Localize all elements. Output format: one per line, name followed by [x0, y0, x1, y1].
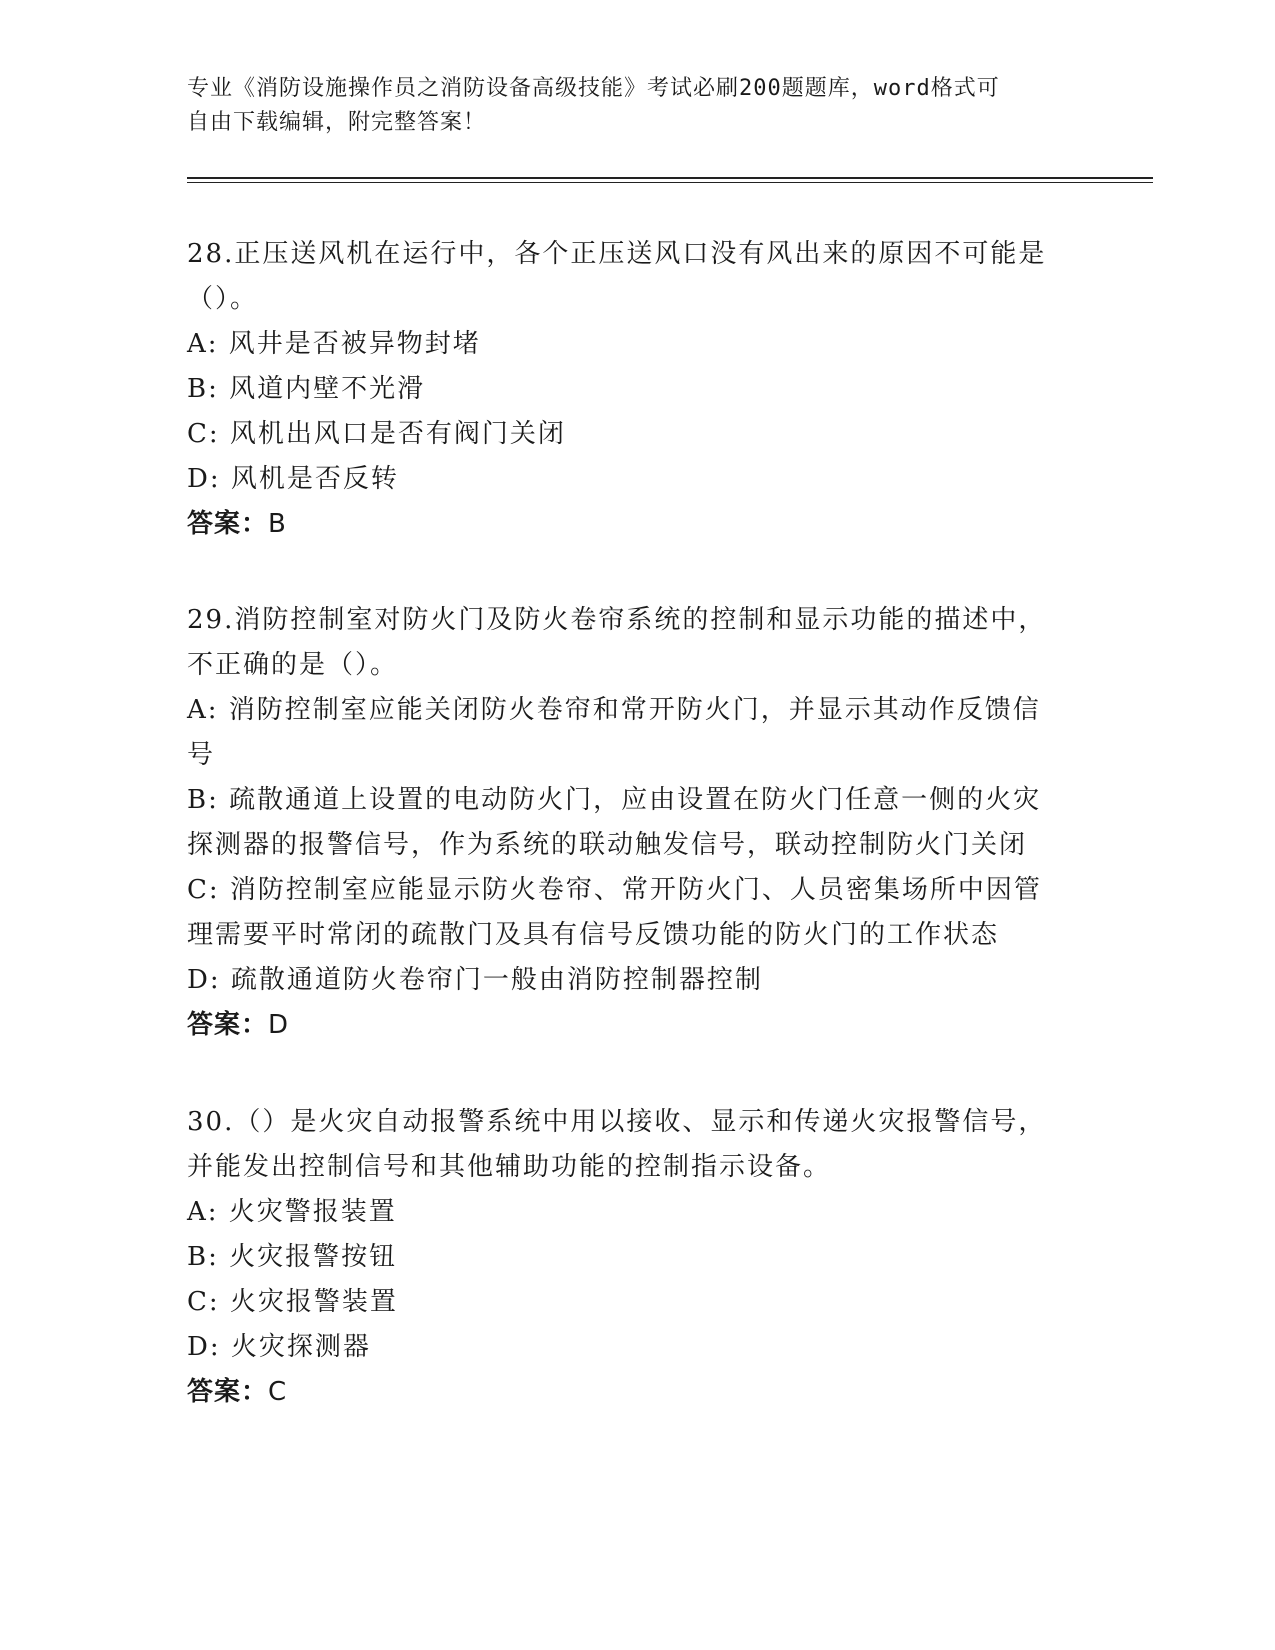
option-b: 探测器的报警信号，作为系统的联动触发信号，联动控制防火门关闭 [187, 830, 1028, 860]
answer-label: 答案： [187, 1010, 269, 1040]
header-line: 专业《消防设施操作员之消防设备高级技能》考试必刷200题题库，word格式可 [187, 76, 1000, 101]
header-line: 自由下载编辑，附完整答案！ [187, 110, 487, 135]
option-b: B: 风道内壁不光滑 [187, 374, 426, 404]
header-divider [187, 177, 1153, 179]
option-d: D: 疏散通道防火卷帘门一般由消防控制器控制 [187, 965, 763, 995]
option-b: B: 火灾报警按钮 [187, 1242, 398, 1272]
option-a: A: 火灾警报装置 [187, 1197, 397, 1227]
option-c: C: 风机出风口是否有阀门关闭 [187, 419, 566, 449]
answer-value: B [268, 509, 287, 539]
question-stem: 不正确的是（）。 [187, 650, 399, 680]
answer-label: 答案： [187, 509, 269, 539]
question-stem: 29.消防控制室对防火门及防火卷帘系统的控制和显示功能的描述中， [187, 605, 1047, 635]
option-a: A: 消防控制室应能关闭防火卷帘和常开防火门，并显示其动作反馈信 [187, 695, 1041, 725]
answer [187, 1370, 1077, 1415]
answer-label: 答案： [187, 1377, 269, 1407]
header-divider [187, 182, 1153, 183]
option-d: D: 风机是否反转 [187, 464, 399, 494]
question-28 [187, 232, 1077, 547]
option-c: C: 火灾报警装置 [187, 1287, 398, 1317]
option-c: 理需要平时常闭的疏散门及具有信号反馈功能的防火门的工作状态 [187, 920, 1000, 950]
option-b: B: 疏散通道上设置的电动防火门，应由设置在防火门任意一侧的火灾 [187, 785, 1042, 815]
option-d: D: 火灾探测器 [187, 1332, 371, 1362]
answer-value: D [268, 1010, 290, 1040]
question-29 [187, 598, 1077, 1048]
answer-value: C [268, 1377, 288, 1407]
answer [187, 1003, 1077, 1048]
question-stem: （）。 [187, 284, 259, 314]
question-stem: 28.正压送风机在运行中，各个正压送风口没有风出来的原因不可能是 [187, 239, 1047, 269]
question-stem: 30.（）是火灾自动报警系统中用以接收、显示和传递火灾报警信号， [187, 1107, 1047, 1137]
option-a: A: 风井是否被异物封堵 [187, 329, 481, 359]
document-header [187, 72, 1067, 140]
option-a: 号 [187, 740, 216, 770]
question-stem: 并能发出控制信号和其他辅助功能的控制指示设备。 [187, 1152, 832, 1182]
question-30 [187, 1100, 1077, 1415]
answer [187, 502, 1077, 547]
option-c: C: 消防控制室应能显示防火卷帘、常开防火门、人员密集场所中因管 [187, 875, 1042, 905]
